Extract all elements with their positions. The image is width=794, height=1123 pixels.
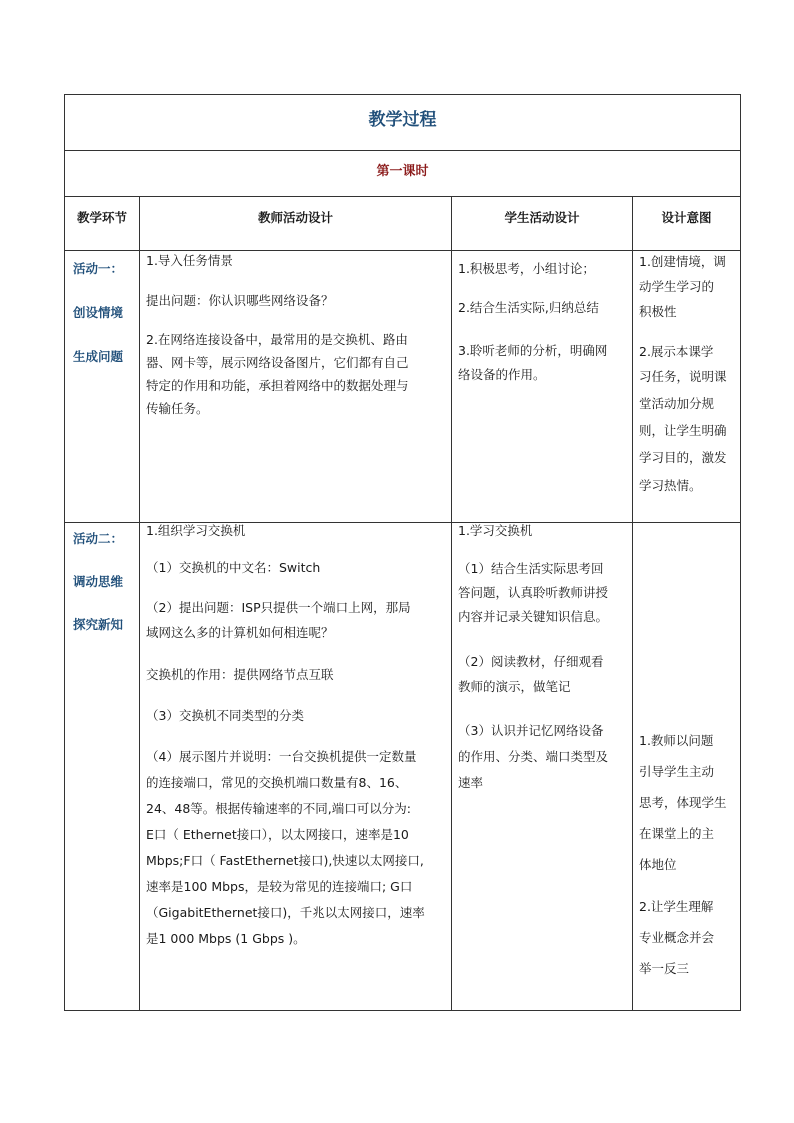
header-intent: 设计意图 bbox=[661, 210, 712, 225]
teacher-line: 1.组织学习交换机 bbox=[146, 523, 246, 538]
intent-line: 举一反三 bbox=[639, 961, 690, 976]
activity-one-stage bbox=[65, 251, 140, 522]
intent-line: 习任务，说明课 bbox=[639, 369, 727, 384]
activity-two-stage bbox=[65, 523, 140, 1010]
activity-one-row bbox=[65, 251, 740, 523]
activity-two-label: 活动二： bbox=[73, 531, 124, 546]
student-line: 速率 bbox=[458, 775, 484, 790]
teacher-line: 器、网卡等，展示网络设备图片，它们都有自己 bbox=[146, 355, 409, 370]
title-row bbox=[65, 95, 740, 151]
teacher-line: 提出问题：你认识哪些网络设备？ bbox=[146, 293, 334, 308]
intent-line: 学习热情。 bbox=[639, 478, 702, 493]
activity-one-teacher bbox=[140, 251, 452, 522]
intent-line: 则，让学生明确 bbox=[639, 423, 727, 438]
intent-line: 专业概念并会 bbox=[639, 930, 715, 945]
header-cell-student bbox=[452, 197, 633, 250]
teacher-line: （2）提出问题：ISP只提供一个端口上网，那局 bbox=[146, 600, 411, 615]
intent-line: 2.展示本课学 bbox=[639, 344, 714, 359]
activity-one-sub1: 创设情境 bbox=[73, 305, 124, 320]
teacher-line: 速率是100 Mbps，是较为常见的连接端口; G口 bbox=[146, 879, 413, 894]
teacher-line: 24、48等。根据传输速率的不同,端口可以分为: bbox=[146, 801, 411, 816]
student-line: 1.学习交换机 bbox=[458, 523, 533, 538]
student-line: 2.结合生活实际,归纳总结 bbox=[458, 300, 599, 315]
teacher-line: 交换机的作用：提供网络节点互联 bbox=[146, 667, 334, 682]
teacher-line: Mbps;F口（ FastEthernet接口),快速以太网接口, bbox=[146, 853, 424, 868]
intent-line: 引导学生主动 bbox=[639, 764, 715, 779]
intent-line: 体地位 bbox=[639, 857, 677, 872]
activity-one-student bbox=[452, 251, 633, 522]
student-line: （3）认识并记忆网络设备 bbox=[458, 723, 604, 738]
intent-line: 1.创建情境，调 bbox=[639, 254, 726, 269]
teaching-process-table bbox=[64, 94, 741, 1011]
header-cell-stage bbox=[65, 197, 140, 250]
intent-line: 堂活动加分规 bbox=[639, 396, 715, 411]
teacher-line: 域网这么多的计算机如何相连呢？ bbox=[146, 625, 334, 640]
header-stage: 教学环节 bbox=[76, 210, 127, 225]
student-line: 3.聆听老师的分析，明确网 bbox=[458, 343, 608, 358]
teacher-line: E口（ Ethernet接口），以太网接口，速率是10 bbox=[146, 827, 409, 842]
teacher-line: 的连接端口，常见的交换机端口数量有8、16、 bbox=[146, 775, 408, 790]
lesson-row bbox=[65, 151, 740, 197]
intent-line: 1.教师以问题 bbox=[639, 733, 714, 748]
student-line: 1.积极思考，小组讨论； bbox=[458, 261, 595, 276]
teacher-line: 是1 000 Mbps (1 Gbps )。 bbox=[146, 931, 306, 946]
activity-two-sub2: 探究新知 bbox=[73, 617, 124, 632]
intent-line: 2.让学生理解 bbox=[639, 899, 714, 914]
activity-two-teacher bbox=[140, 523, 452, 1010]
student-line: （1）结合生活实际思考回 bbox=[458, 561, 604, 576]
student-line: 内容并记录关键知识信息。 bbox=[458, 609, 609, 624]
student-line: （2）阅读教材，仔细观看 bbox=[458, 654, 604, 669]
intent-line: 在课堂上的主 bbox=[639, 826, 715, 841]
intent-line: 思考，体现学生 bbox=[639, 795, 727, 810]
teacher-line: （1）交换机的中文名：Switch bbox=[146, 560, 321, 575]
header-teacher: 教师活动设计 bbox=[257, 210, 333, 225]
teacher-line: 2.在网络连接设备中，最常用的是交换机、路由 bbox=[146, 332, 408, 347]
activity-two-sub1: 调动思维 bbox=[73, 574, 124, 589]
student-line: 答问题，认真聆听教师讲授 bbox=[458, 585, 609, 600]
activity-two-student bbox=[452, 523, 633, 1010]
teacher-line: （GigabitEthernet接口)，千兆以太网接口，速率 bbox=[146, 905, 425, 920]
column-header-row bbox=[65, 197, 740, 251]
teacher-line: 1.导入任务情景 bbox=[146, 253, 233, 268]
intent-line: 积极性 bbox=[639, 304, 677, 319]
intent-line: 学习目的，激发 bbox=[639, 450, 727, 465]
intent-line: 动学生学习的 bbox=[639, 279, 715, 294]
teacher-line: 特定的作用和功能，承担着网络中的数据处理与 bbox=[146, 378, 409, 393]
teacher-line: 传输任务。 bbox=[146, 401, 209, 416]
header-student: 学生活动设计 bbox=[504, 210, 580, 225]
table-title: 教学过程 bbox=[368, 110, 437, 130]
lesson-label: 第一课时 bbox=[376, 164, 429, 179]
activity-one-label: 活动一： bbox=[73, 261, 124, 276]
activity-one-sub2: 生成问题 bbox=[73, 349, 124, 364]
student-line: 教师的演示，做笔记 bbox=[458, 679, 571, 694]
teacher-line: （3）交换机不同类型的分类 bbox=[146, 708, 304, 723]
header-cell-intent bbox=[633, 197, 740, 250]
activity-two-row bbox=[65, 523, 740, 1010]
activity-one-intent bbox=[633, 251, 740, 522]
student-line: 的作用、分类、端口类型及 bbox=[458, 749, 609, 764]
student-line: 络设备的作用。 bbox=[458, 367, 546, 382]
header-cell-teacher bbox=[140, 197, 452, 250]
teacher-line: （4）展示图片并说明：一台交换机提供一定数量 bbox=[146, 749, 417, 764]
activity-two-intent bbox=[633, 523, 740, 1010]
